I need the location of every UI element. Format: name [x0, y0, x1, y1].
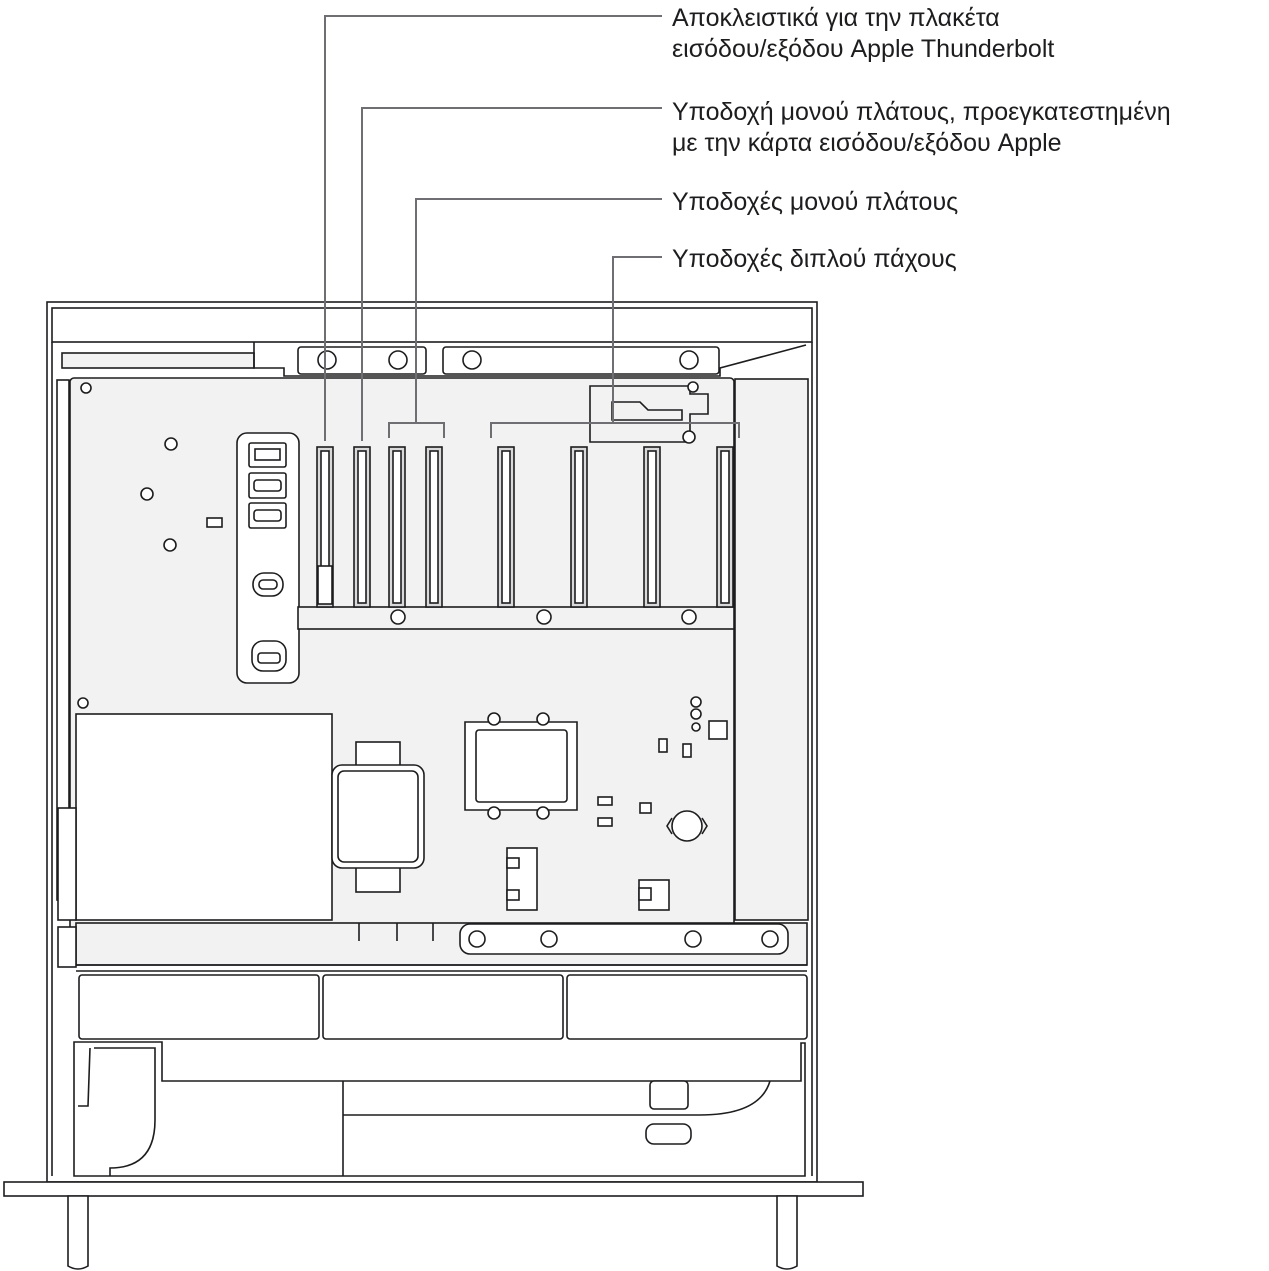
callout-1-line-1: Αποκλειστικά για την πλακέτα: [672, 4, 1000, 32]
cpu-socket: [465, 713, 577, 819]
callout-single-width-slots: [672, 187, 958, 218]
thunderbolt-io-card: [237, 433, 299, 683]
power-supply: [58, 714, 424, 920]
storage-bays: [79, 975, 807, 1039]
callout-2-line-2: με την κάρτα εισόδου/εξόδου Apple: [672, 129, 1062, 157]
callout-preinstalled-slot: [672, 97, 1171, 159]
callout-1-line-2: εισόδου/εξόδου Apple Thunderbolt: [672, 35, 1055, 63]
callout-double-width-slots: [672, 244, 957, 275]
callout-2-line-1: Υποδοχή μονού πλάτους, προεγκατεστημένη: [672, 98, 1171, 126]
base: [4, 1182, 863, 1269]
callout-thunderbolt-only: [672, 3, 1054, 65]
lower-bracket: [58, 923, 807, 971]
callout-3-line-1: Υποδοχές μονού πλάτους: [672, 188, 959, 216]
side-drive-bay: [735, 379, 808, 920]
callout-4-line-1: Υποδοχές διπλού πάχους: [672, 245, 957, 273]
